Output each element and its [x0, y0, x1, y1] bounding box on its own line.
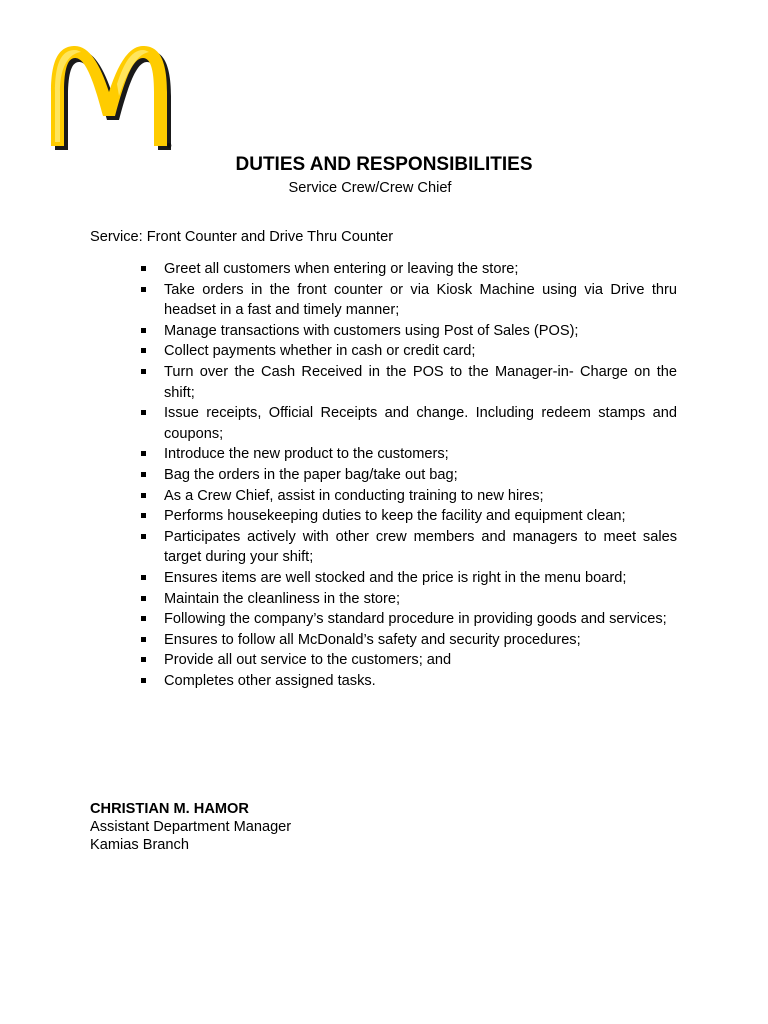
list-item-text: Manage transactions with customers using Post of Sales (POS); [164, 322, 579, 339]
list-item [136, 650, 677, 671]
list-item-text: Bag the orders in the paper bag/take out bag; [164, 466, 458, 483]
duties-list [136, 259, 677, 691]
list-item-text: Maintain the cleanliness in the store; [164, 590, 401, 607]
bullet-icon [141, 575, 146, 580]
list-item-text: Turn over the Cash Received in the POS to the Manager-in- Charge on the shift; [164, 363, 677, 401]
list-item-text: Greet all customers when entering or leaving the store; [164, 261, 519, 277]
list-item-text: Introduce the new product to the customers; [164, 446, 449, 463]
list-item [136, 444, 677, 465]
list-item-text: Take orders in the front counter or via Kiosk Machine using via Drive thru headset in a fast and timely manner; [164, 281, 677, 319]
list-item [136, 609, 677, 630]
list-item-text: As a Crew Chief, assist in conducting training to new hires; [164, 487, 544, 504]
bullet-icon [141, 328, 146, 333]
list-item [136, 280, 677, 321]
list-item [136, 341, 677, 362]
list-item [136, 486, 677, 507]
list-item-text: Issue receipts, Official Receipts and change. Including redeem stamps and coupons; [164, 405, 677, 442]
bullet-icon [141, 266, 146, 271]
signature-block [90, 800, 291, 854]
bullet-icon [141, 657, 146, 662]
bullet-icon [141, 534, 146, 539]
bullet-icon [141, 451, 146, 456]
bullet-icon [141, 616, 146, 621]
list-item [136, 362, 677, 403]
list-item [136, 568, 677, 589]
list-item [136, 321, 677, 342]
bullet-icon [141, 348, 146, 353]
bullet-icon [141, 596, 146, 601]
list-item [136, 465, 677, 486]
section-label: Service: Front Counter and Drive Thru Counter [90, 229, 394, 245]
list-item [136, 506, 677, 527]
list-item-text: Collect payments whether in cash or credit card; [164, 343, 476, 360]
list-item-text: Ensures items are well stocked and the price is right in the menu board; [164, 569, 627, 586]
list-item [136, 671, 677, 692]
signatory-position: Assistant Department Manager [90, 819, 292, 835]
bullet-icon [141, 287, 146, 292]
bullet-icon [141, 472, 146, 477]
list-item [136, 527, 677, 568]
list-item-text: Completes other assigned tasks. [164, 672, 376, 689]
bullet-icon [141, 513, 146, 518]
bullet-icon [141, 637, 146, 642]
list-item [136, 589, 677, 610]
list-item-text: Participates actively with other crew members and managers to meet sales target during your shift; [164, 528, 677, 566]
trademark-symbol: ® [167, 144, 172, 150]
page-subtitle: Service Crew/Crew Chief [288, 180, 452, 196]
signatory-name: CHRISTIAN M. HAMOR [90, 801, 249, 817]
page-title: DUTIES AND RESPONSIBILITIES [235, 154, 533, 175]
golden-arches-logo [46, 44, 178, 156]
list-item-text: Provide all out service to the customers; and [164, 652, 452, 669]
bullet-icon [141, 410, 146, 415]
golden-arches-icon [46, 44, 178, 156]
list-item-text: Ensures to follow all McDonald’s safety and security procedures; [164, 631, 581, 648]
list-item [136, 630, 677, 651]
signatory-branch: Kamias Branch [90, 837, 189, 853]
bullet-icon [141, 678, 146, 683]
list-item [136, 403, 677, 444]
bullet-icon [141, 369, 146, 374]
list-item [136, 259, 677, 280]
list-item-text: Performs housekeeping duties to keep the facility and equipment clean; [164, 508, 626, 525]
list-item-text: Following the company’s standard procedure in providing goods and services; [164, 611, 667, 628]
bullet-icon [141, 493, 146, 498]
